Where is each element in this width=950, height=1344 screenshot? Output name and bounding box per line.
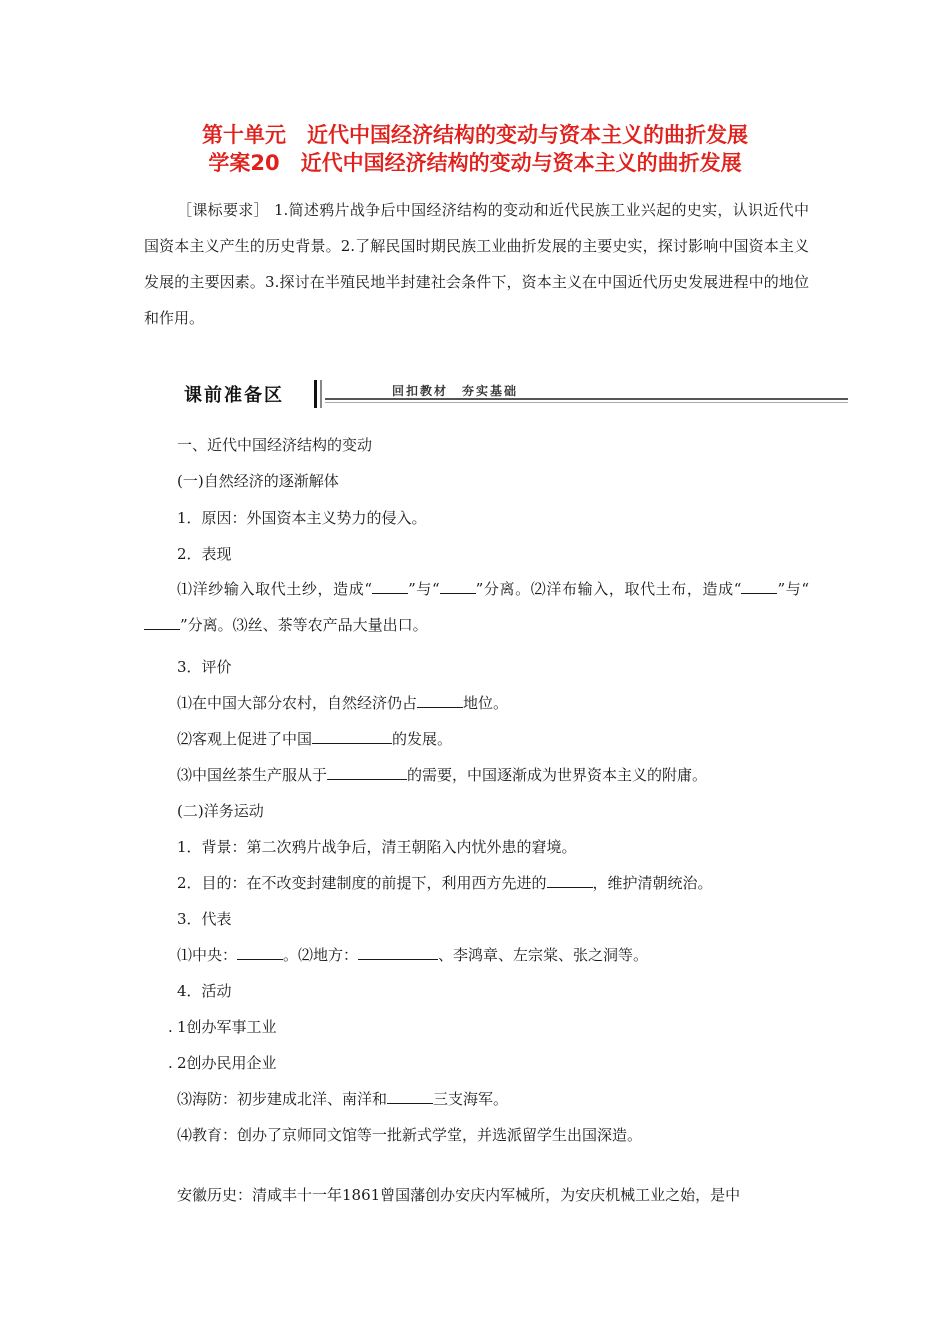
item-background: 1．背景：第二次鸦片战争后，清王朝陷入内忧外患的窘境。 [177,838,577,856]
item-representatives: 3．代表 [177,910,232,928]
text-part: 。⑵地方： [283,946,359,964]
section-banner [180,377,848,409]
item-purpose [177,873,713,893]
text-part: 三支海军。 [433,1090,509,1108]
banner-rule [325,398,848,400]
text-part: ⑴在中国大部分农村，自然经济仍占 [177,694,418,712]
blank[interactable] [741,579,777,594]
subheading-westernization: (二)洋务运动 [177,802,264,820]
banner-rule-thin [325,402,848,403]
text-part: 地位。 [463,694,509,712]
text-part: ⑴中央： [177,946,238,964]
subheading-natural-economy: (一)自然经济的逐渐解体 [177,472,339,490]
text-part: ⑴洋纱输入取代土纱，造成“ [177,580,373,598]
bullet-dot: . [168,1018,173,1036]
text-part: ，维护清朝统治。 [592,874,713,892]
text-part: ”分离。⑶丝、茶等农产品大量出口。 [180,616,428,634]
activity-civil: 2创办民用企业 [177,1054,277,1072]
blank[interactable] [417,693,463,708]
banner-divider-thin [320,380,322,408]
item-evaluation: 3．评价 [177,658,232,676]
blank[interactable] [312,729,392,744]
blank[interactable] [440,579,476,594]
evaluation-1 [177,693,508,713]
performance-text [144,571,809,643]
item-performance: 2．表现 [177,545,232,563]
representatives-text [177,945,648,965]
text-part: 、李鸿章、左宗棠、张之洞等。 [438,946,649,964]
bullet-dot: . [168,1054,173,1072]
text-part: ⑵客观上促进了中国 [177,730,313,748]
blank[interactable] [237,945,283,960]
blank[interactable] [547,873,593,888]
activity-military: 1创办军事工业 [177,1018,277,1036]
activity-education: ⑷教育：创办了京师同文馆等一批新式学堂，并选派留学生出国深造。 [177,1126,643,1144]
text-part: ”分离。⑵洋布输入，取代土布，造成“ [475,580,742,598]
text-part: 的发展。 [392,730,453,748]
text-part: ”与“ [408,580,440,598]
banner-divider [314,380,317,408]
item-cause: 1．原因：外国资本主义势力的侵入。 [177,509,427,527]
item-activities: 4．活动 [177,982,232,1000]
activity-navy [177,1089,508,1109]
evaluation-3 [177,765,707,785]
blank[interactable] [372,579,408,594]
banner-title: 课前准备区 [184,385,284,406]
blank[interactable] [358,945,438,960]
lesson-title: 学案20 近代中国经济结构的变动与资本主义的曲折发展 [208,151,742,175]
text-part: 2．目的：在不改变封建制度的前提下，利用西方先进的 [177,874,547,892]
heading-1: 一、近代中国经济结构的变动 [177,436,373,454]
curriculum-requirements: ［课标要求］ 1.简述鸦片战争后中国经济结构的变动和近代民族工业兴起的史实，认识近代中国资本主义产生的历史背景。2.了解民国时期民族工业曲折发展的主要史实，探讨影响中国资本主义发展的主要因素。3.探讨在半殖民地半封建社会条件下，资本主义在中国近代历史发展进程中的地位和作用。 [144,201,809,327]
blank[interactable] [327,765,407,780]
banner-subtitle: 回扣教材 夯实基础 [392,384,519,398]
unit-title: 第十单元 近代中国经济结构的变动与资本主义的曲折发展 [202,123,748,147]
text-part: ⑶中国丝茶生产服从于 [177,766,328,784]
anhui-history-note: 安徽历史：清咸丰十一年1861曾国藩创办安庆内军械所，为安庆机械工业之始，是中 [177,1186,741,1204]
text-part: ”与“ [777,580,810,598]
blank[interactable] [144,615,180,630]
evaluation-2 [177,729,452,749]
text-part: 的需要，中国逐渐成为世界资本主义的附庸。 [407,766,708,784]
text-part: ⑶海防：初步建成北洋、南洋和 [177,1090,388,1108]
blank[interactable] [387,1089,433,1104]
